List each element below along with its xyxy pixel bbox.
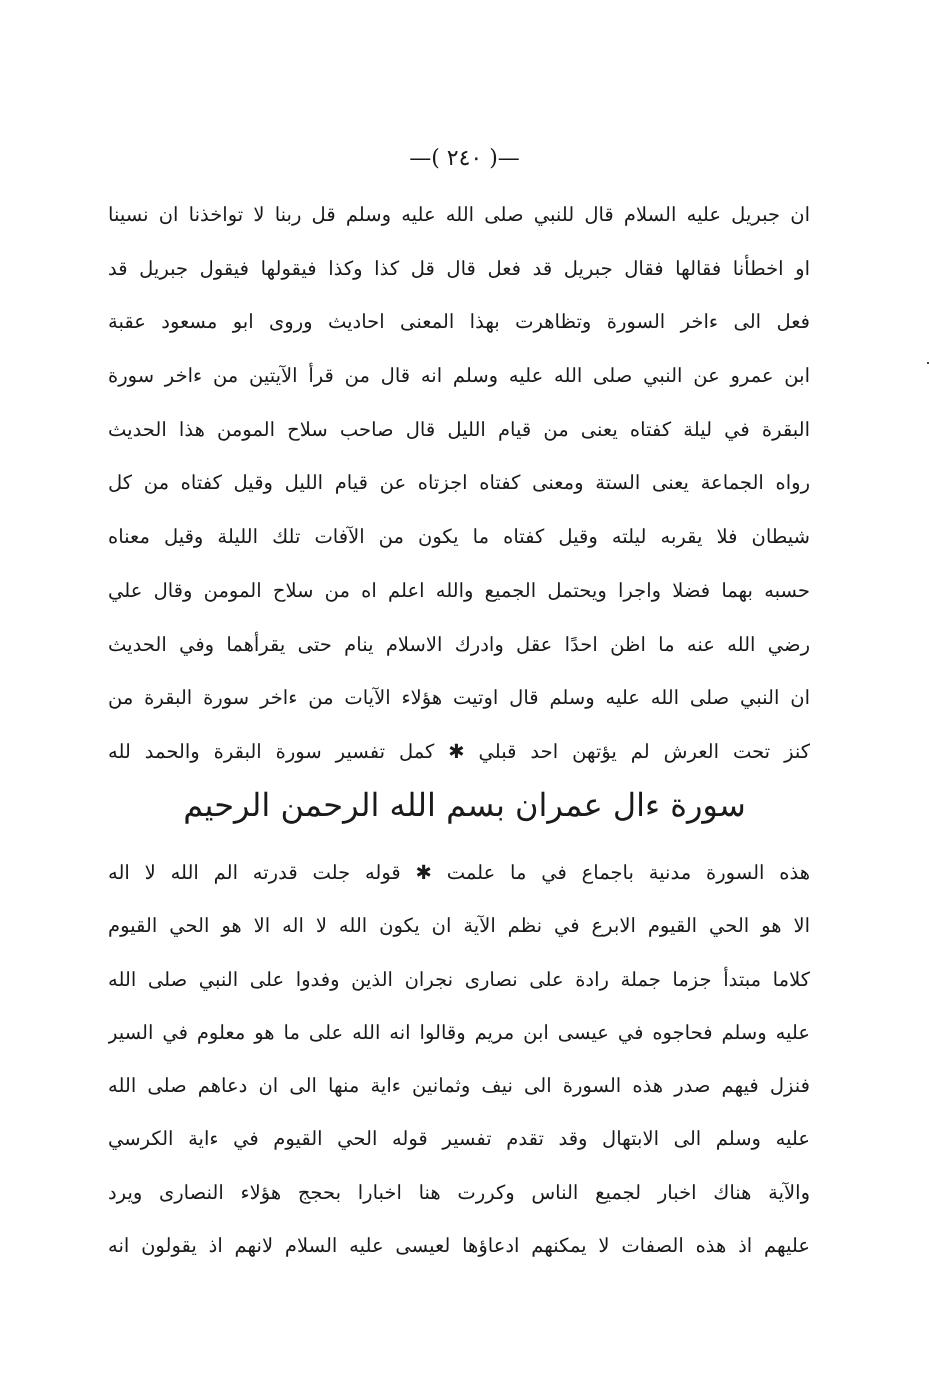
text-line: عليهم اذ هذه الصفات لا يمكنهم ادعاؤها لعيسى عليه السلام لانهم اذ يقولون انه [108, 1234, 810, 1258]
text-line: شيطان فلا يقربه ليلته وقيل كفتاه ما يكون من الآفات تلك الليلة وقيل معناه [108, 525, 810, 549]
text-block-bottom [108, 846, 810, 1272]
text-line: فنزل فيهم صدر هذه السورة الى نيف وثمانين ءاية منها الى ان دعاهم صلى الله [108, 1074, 810, 1098]
text-line: او اخطأنا فقالها فقال جبريل قد فعل قال قل كذا وكذا فيقولها فيقول جبريل قد [108, 256, 810, 280]
text-line: كلاما مبتدأ جزما جملة رادة على نصارى نجران الذين وفدوا على النبي صلى الله [108, 967, 810, 991]
text-line: فعل الى ءاخر السورة وتظاهرت بهذا المعنى احاديث وروى ابو مسعود عقبة [108, 310, 810, 334]
text-line: عليه وسلم الى الابتهال وقد تقدم تفسير قوله الحي القيوم في ءاية الكرسي [108, 1127, 810, 1151]
text-line: ان النبي صلى الله عليه وسلم قال اوتيت هؤلاء الآيات من ءاخر سورة البقرة من [108, 686, 810, 710]
text-line: ان جبريل عليه السلام قال للنبي صلى الله عليه وسلم قل ربنا لا تواخذنا ان نسينا [108, 203, 810, 226]
text-line: عليه وسلم فحاجوه في عيسى ابن مريم وقالوا انه الله على ما هو معلوم في السير [108, 1020, 810, 1044]
surah-heading: سورة ءال عمران بسم الله الرحمن الرحيم [183, 786, 746, 824]
text-line: كنز تحت العرش لم يؤتهن احد قبلي ✱ كمل تفسير سورة البقرة والحمد لله [108, 739, 810, 763]
text-line: البقرة في ليلة كفتاه يعنى من قيام الليل قال صاحب سلاح المومن هذا الحديث [108, 417, 810, 441]
text-line: رواه الجماعة يعنى الستة ومعنى كفتاه اجزتاه عن قيام الليل وقيل كفتاه من كل [108, 471, 810, 495]
text-block-top [108, 188, 810, 779]
text-line: رضي الله عنه ما اظن احدًا عقل وادرك الاسلام ينام حتى يقرأهما وفي الحديث [108, 632, 810, 656]
text-line: والآية هناك اخبار لجميع الناس وكررت هنا اخبارا بحجج هؤلاء النصارى ويرد [108, 1180, 810, 1204]
text-line: حسبه بهما فضلا واجرا ويحتمل الجميع والله اعلم اه من سلاح المومن وقال علي [108, 578, 810, 602]
page-number: —( ٢٤٠ )— [409, 146, 520, 171]
text-line: الا هو الحي القيوم الابرع في نظم الآية ان يكون الله لا اله الا هو الحي القيوم [108, 914, 810, 938]
text-line: هذه السورة مدنية باجماع في ما علمت ✱ قوله جلت قدرته الم الله لا اله [108, 861, 810, 884]
text-line: ابن عمرو عن النبي صلى الله عليه وسلم انه قال من قرأ الآيتين من ءاخر سورة [108, 364, 810, 388]
